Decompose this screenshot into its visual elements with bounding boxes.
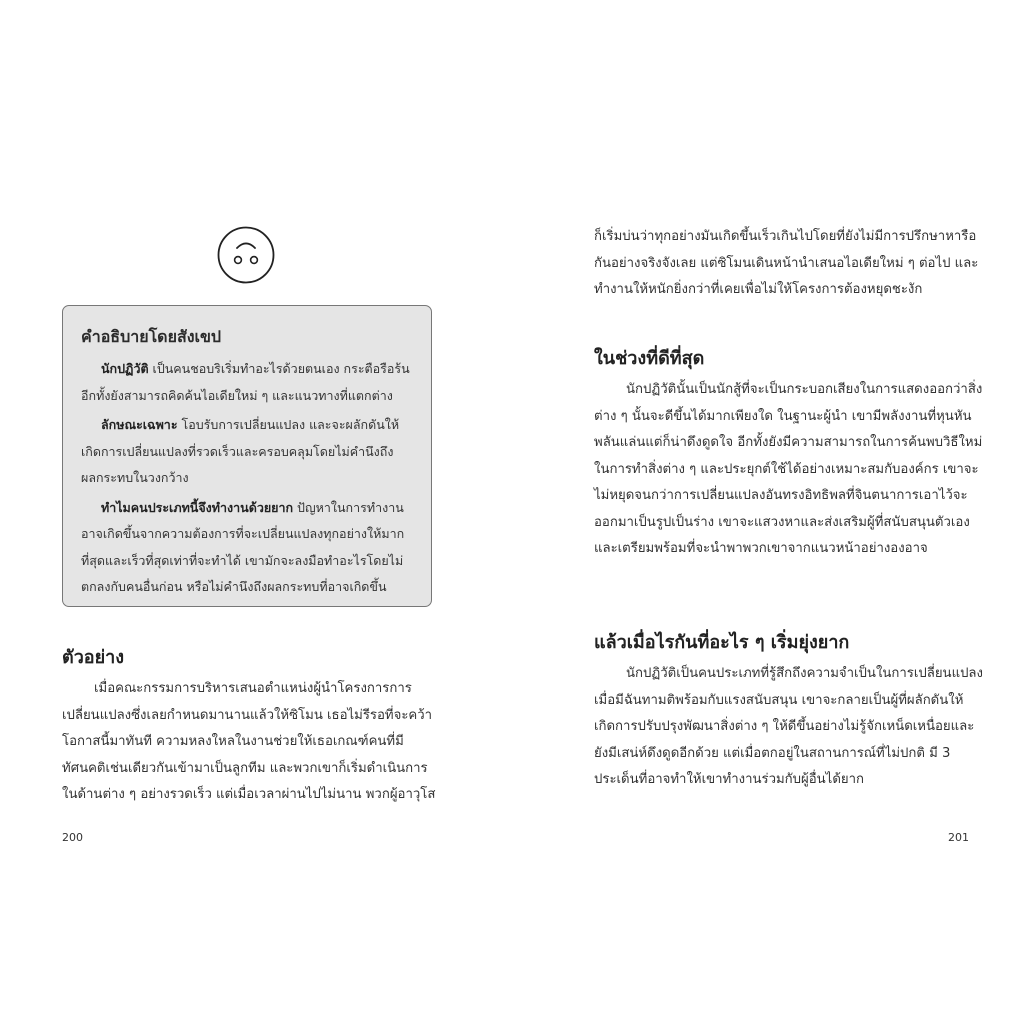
difficult-heading: แล้วเมื่อไรกันที่อะไร ๆ เริ่มยุ่งยาก <box>594 632 850 653</box>
summary-paragraph-difficulty <box>81 495 413 601</box>
right-page <box>512 0 1024 1024</box>
summary-term-traits: ลักษณะเฉพาะ <box>101 417 178 432</box>
summary-profile-text: เป็นคนชอบริเริ่มทำอะไรด้วยตนเอง กระตือรือร้น อีกทั้งยังสามารถคิดค้นไอเดียใหม่ ๆ และแนวทางที่แตกต่าง <box>81 361 410 403</box>
page-number-left: 200 <box>62 831 83 844</box>
example-heading: ตัวอย่าง <box>62 647 125 668</box>
difficult-paragraph: นักปฏิวัติเป็นคนประเภทที่รู้สึกถึงความจำเป็นในการเปลี่ยนแปลง เมื่อมีฉันทามติพร้อมกับแรงสนับสนุน เขาจะกลายเป็นผู้ที่ผลักดันให้เกิดการปรับปรุงพัฒนาสิ่งต่าง ๆ ให้ดีขึ้นอย่างไม่รู้จักเหน็ดเหนื่อยและยังมีเสน่ห์ดึงดูดอีกด้วย แต่เมื่อตกอยู่ในสถานการณ์ที่ไม่ปกติ มี 3 ประเด็นที่อาจทำให้เขาทำงานร่วมกับผู้อื่นได้ยาก <box>594 666 983 787</box>
best-paragraph: นักปฏิวัตินั้นเป็นนักสู้ที่จะเป็นกระบอกเสียงในการแสดงออกว่าสิ่งต่าง ๆ นั้นจะดีขึ้นได้มากเพียงใด ในฐานะผู้นำ เขามีพลังงานที่หุนหันพลันแล่นแต่ก็น่าดึงดูดใจ อีกทั้งยังมีความสามารถในการค้นพบวิธีใหม่ในการทำสิ่งต่าง ๆ และประยุกต์ใช้ได้อย่างเหมาะสมกับองค์กร เขาจะไม่หยุดจนกว่าการเปลี่ยนแปลงอันทรงอิทธิพลที่จินตนาการเอาไว้จะออกมาเป็นรูปเป็นร่าง เขาจะแสวงหาและส่งเสริมผู้ที่สนับสนุนตัวเอง และเตรียมพร้อมที่จะนำพาพวกเขาจากแนวหน้าอย่างองอาจ <box>594 382 983 556</box>
summary-traits-text: โอบรับการเปลี่ยนแปลง และจะผลักดันให้เกิดการเปลี่ยนแปลงที่รวดเร็วและครอบคลุมโดยไม่คำนึงถึงผลกระทบในวงกว้าง <box>81 417 400 485</box>
summary-box <box>62 305 432 607</box>
continued-paragraph: ก็เริ่มบ่นว่าทุกอย่างมันเกิดขึ้นเร็วเกินไปโดยที่ยังไม่มีการปรึกษาหารือกันอย่างจริงจังเลย แต่ซิโมนเดินหน้านำเสนอไอเดียใหม่ ๆ ต่อไป และทำงานให้หนักยิ่งกว่าที่เคยเพื่อไม่ให้โครงการต้องหยุดชะงัก <box>594 229 979 297</box>
summary-term-revolutionary: นักปฏิวัติ <box>101 361 149 376</box>
summary-title: คำอธิบายโดยสังเขป <box>81 327 222 346</box>
page-number-right: 201 <box>948 831 969 844</box>
example-paragraph: เมื่อคณะกรรมการบริหารเสนอตำแหน่งผู้นำโครงการการเปลี่ยนแปลงซึ่งเลยกำหนดมานานแล้วให้ซิโมน เธอไม่รีรอที่จะคว้าโอกาสนี้มาทันที ความหลงใหลในงานช่วยให้เธอเกณฑ์คนที่มีทัศนคติเช่นเดียวกันเข้ามาเป็นลูกทีม และพวกเขาก็เริ่มดำเนินการในด้านต่าง ๆ อย่างรวดเร็ว แต่เมื่อเวลาผ่านไปไม่นาน พวกผู้อาวุโส <box>62 681 436 802</box>
upside-down-face-icon <box>217 226 275 284</box>
summary-paragraph-traits <box>81 412 413 492</box>
summary-term-difficulty: ทำไมคนประเภทนี้จึงทำงานด้วยยาก <box>101 499 294 515</box>
summary-paragraph-profile <box>81 356 413 409</box>
best-heading: ในช่วงที่ดีที่สุด <box>594 348 705 369</box>
summary-difficulty-text: ปัญหาในการทำงานอาจเกิดขึ้นจากความต้องการที่จะเปลี่ยนแปลงทุกอย่างให้มากที่สุดและเร็วที่สุดเท่าที่จะทำได้ เขามักจะลงมือทำอะไรโดยไม่ตกลงกับคนอื่นก่อน หรือไม่คำนึงถึงผลกระทบที่อาจเกิดขึ้น <box>81 499 405 594</box>
